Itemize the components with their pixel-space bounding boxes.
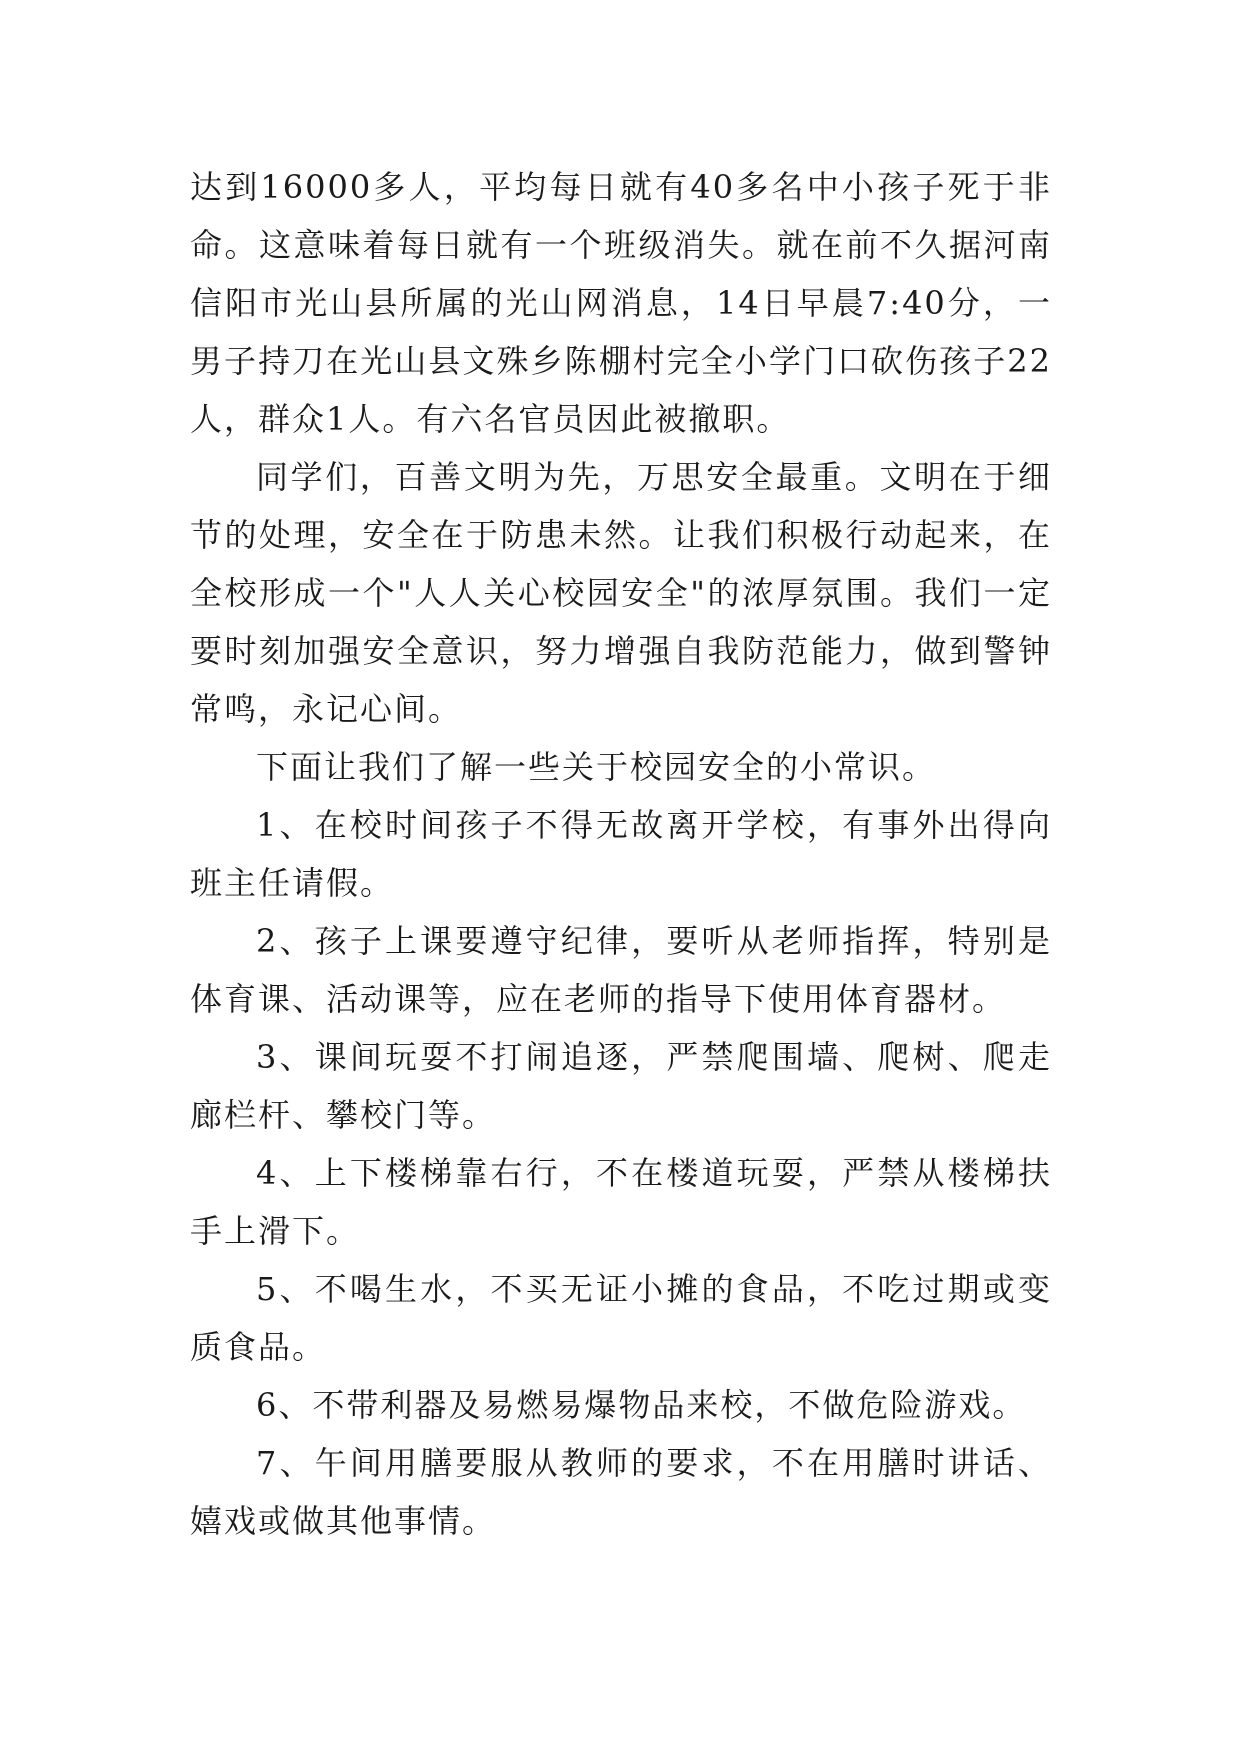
paragraph: 达到16000多人，平均每日就有40多名中小孩子死于非命。这意味着每日就有一个班级消失。就在前不久据河南信阳市光山县所属的光山网消息，14日早晨7:40分，一男子持刀在光山县文殊乡陈棚村完全小学门口砍伤孩子22人，群众1人。有六名官员因此被撤职。 (190, 168, 1052, 438)
list-item: 5、不喝生水，不买无证小摊的食品，不吃过期或变质食品。 (190, 1270, 1052, 1366)
list-item: 1、在校时间孩子不得无故离开学校，有事外出得向班主任请假。 (190, 806, 1052, 902)
list-item: 2、孩子上课要遵守纪律，要听从老师指挥，特别是体育课、活动课等，应在老师的指导下使用体育器材。 (190, 922, 1052, 1018)
paragraph: 下面让我们了解一些关于校园安全的小常识。 (256, 748, 937, 786)
document-body (190, 158, 1052, 1550)
list-item: 4、上下楼梯靠右行，不在楼道玩耍，严禁从楼梯扶手上滑下。 (190, 1154, 1052, 1250)
paragraph: 同学们，百善文明为先，万思安全最重。文明在于细节的处理，安全在于防患未然。让我们积极行动起来，在全校形成一个"人人关心校园安全"的浓厚氛围。我们一定要时刻加强安全意识，努力增强自我防范能力，做到警钟常鸣，永记心间。 (190, 458, 1052, 728)
list-item: 6、不带利器及易燃易爆物品来校，不做危险游戏。 (256, 1386, 1027, 1424)
list-item: 7、午间用膳要服从教师的要求，不在用膳时讲话、嬉戏或做其他事情。 (190, 1444, 1052, 1540)
list-item: 3、课间玩耍不打闹追逐，严禁爬围墙、爬树、爬走廊栏杆、攀校门等。 (190, 1038, 1052, 1134)
